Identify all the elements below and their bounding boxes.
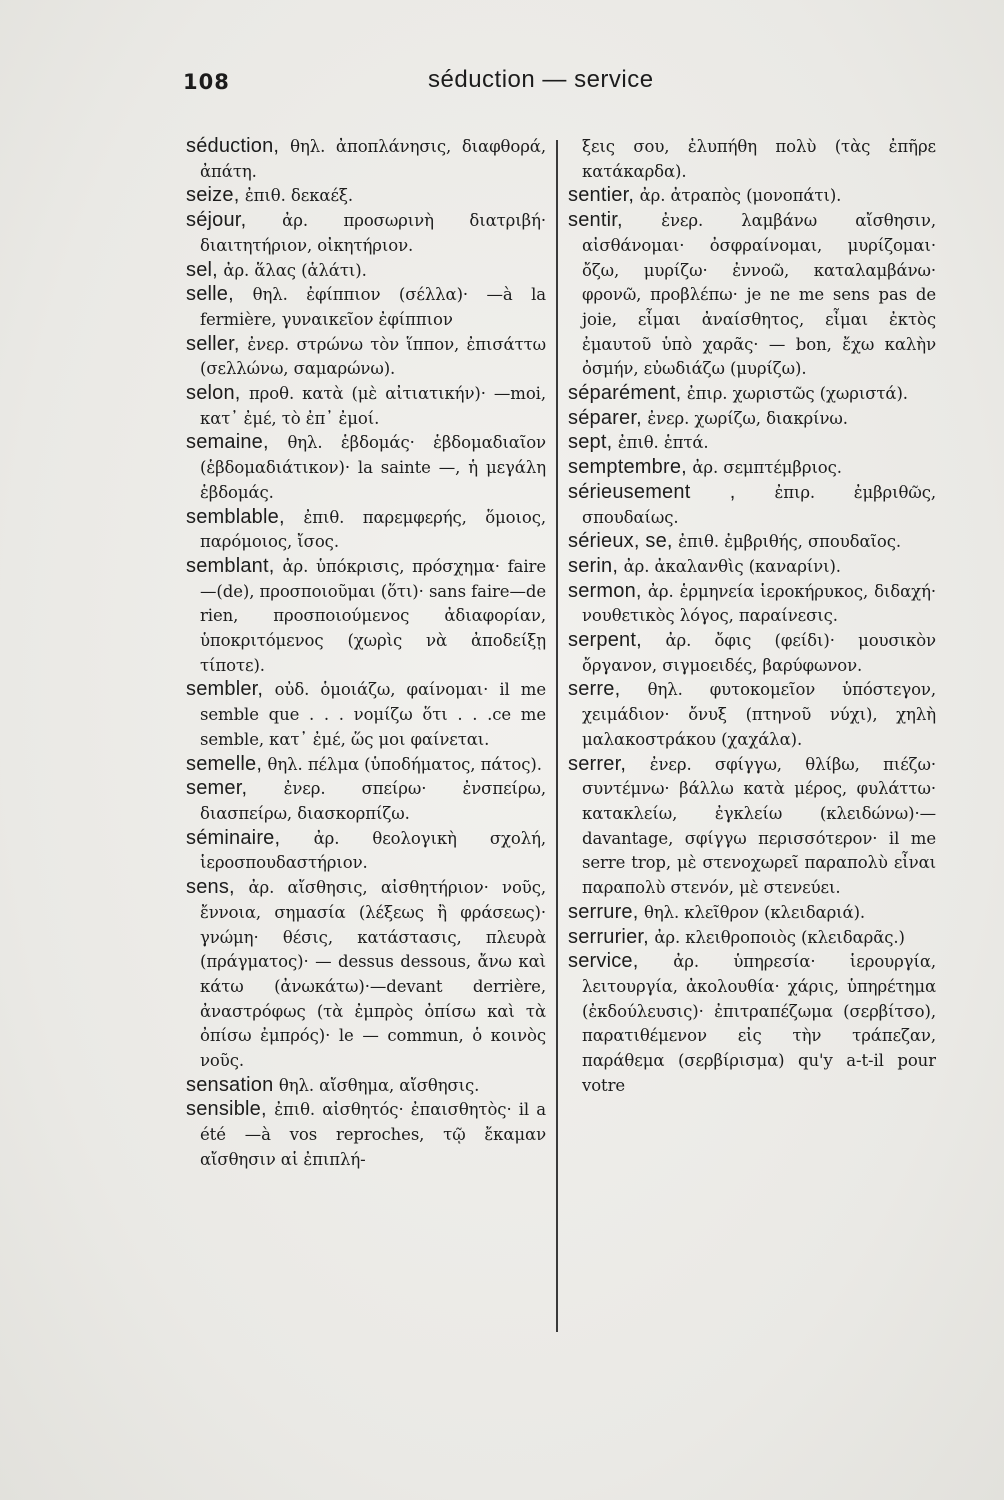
entry-headword: sérieusement , — [568, 480, 736, 503]
entry-definition: θηλ. πέλμα (ὑποδήματος, πάτος). — [267, 754, 542, 774]
entry-headword: semblable, — [186, 505, 285, 528]
entry-headword: serin, — [568, 554, 619, 577]
entry-definition: ἀρ. αἴσθησις, αἰσθητήριον· νοῦς, ἔννοια, σημασία (λέξεως ἢ φράσεως)· γνώμη· θέσις, κατάστασις, πλευρὰ (πράγματος)· — dessus dessous, ἄνω καὶ κάτω (ἀνωκάτω)·—devant derrière, ἀναστρόφως (τὰ ἐμπρὸς ὀπίσω καὶ τὰ ὀπίσω ἐμπρός)· le — commun, ὁ κοινὸς νοῦς. — [200, 878, 546, 1071]
dictionary-entry — [186, 678, 546, 752]
dictionary-entry — [186, 259, 546, 284]
column-divider — [556, 140, 558, 1332]
entry-headword: seller, — [186, 332, 240, 355]
entry-headword: serpent, — [568, 629, 642, 652]
entry-definition: ἀρ. σεμπτέμβριος. — [692, 458, 842, 478]
dictionary-entry — [186, 431, 546, 505]
dictionary-entry — [568, 431, 936, 456]
entry-headword: semptembre, — [568, 456, 687, 479]
right-column — [568, 135, 936, 1335]
dictionary-entry — [186, 209, 546, 258]
entry-headword: séparer, — [568, 406, 642, 429]
entry-headword: sembler, — [186, 678, 264, 701]
dictionary-entry — [568, 901, 936, 926]
entry-headword: semblant, — [186, 554, 275, 577]
dictionary-entry — [568, 950, 936, 1098]
dictionary-entry — [186, 876, 546, 1074]
entry-definition: ἀρ. κλειθροποιὸς (κλειδαρᾶς.) — [654, 927, 905, 947]
entry-definition: θηλ. ἐφίππιον (σέλλα)· —à la fermière, γυναικεῖον ἐφίππιον — [200, 285, 546, 329]
entry-definition: ἀρ. ὑπηρεσία· ἱερουργία, λειτουργία, ἀκολουθία· χάρις, ὑπηρέτημα (ἐκδούλευσις)· ἐπιτραπέζωμα (σερβίτσο), παρατιθέμενον εἰς τὴν τράπεζαν, παράθεμα (σερβίρισμα) qu'y a-t-il pour votre — [582, 952, 936, 1095]
entry-headword: selle, — [186, 283, 234, 306]
entry-headword: séminaire, — [186, 826, 281, 849]
entry-headword: semaine, — [186, 431, 269, 454]
entry-definition: ἀρ. ἀτραπὸς (μονοπάτι). — [639, 186, 842, 206]
entry-definition: ξεις σου, ἐλυπήθη πολὺ (τὰς ἐπῆρε κατάκαρδα). — [582, 137, 936, 181]
entry-definition: θηλ. κλεῖθρον (κλειδαριά). — [643, 902, 866, 922]
entry-definition: ἐνερ. χωρίζω, διακρίνω. — [647, 408, 848, 428]
entry-definition: ἐνερ. στρώνω τὸν ἵππον, ἐπισάττω (σελλώνω, σαμαρώνω). — [200, 334, 546, 379]
entry-definition: ἐπιθ. ἐμβριθής, σπουδαῖος. — [678, 532, 902, 552]
dictionary-entry — [186, 333, 546, 382]
entry-definition: ἀρ. θεολογικὴ σχολή, ἱεροσπουδαστήριον. — [200, 828, 546, 873]
entry-definition: ἐνερ. λαμβάνω αἴσθησιν, αἰσθάνομαι· ὀσφραίνομαι, μυρίζομαι· ὄζω, μυρίζω· ἐννοῶ, καταλαμβάνω· φρονῶ, προβλέπω· je ne me sens pas de joie, εἶμαι ἀναίσθητος, εἶμαι ἐκτὸς ἐμαυτοῦ ὑπὸ χαρᾶς· — bon, ἔχω καλὴν ὀσμήν, εὐωδιάζω (μυρίζω). — [582, 211, 936, 379]
dictionary-entry — [568, 555, 936, 580]
dictionary-entry — [568, 184, 936, 209]
entry-definition: ἐπιθ. αἰσθητός· ἐπαισθητὸς· il a été —à vos reproches, τῷ ἔκαμαν αἴσθησιν αἱ ἐπιπλή- — [200, 1100, 546, 1169]
entry-headword: sel, — [186, 258, 218, 281]
entry-headword: sensible, — [186, 1098, 267, 1121]
left-column — [186, 135, 546, 1335]
dictionary-entry — [568, 629, 936, 678]
entry-headword: serre, — [568, 678, 621, 701]
entry-headword: serrer, — [568, 752, 627, 775]
dictionary-entry — [186, 184, 546, 209]
entry-definition: θηλ. αἴσθημα, αἴσθησις. — [278, 1075, 480, 1095]
dictionary-entry — [568, 580, 936, 629]
dictionary-entry — [568, 135, 936, 184]
entry-definition: ἀρ. ὑπόκρισις, πρόσχημα· faire —(de), προσποιοῦμαι (ὅτι)· sans faire—de rien, προσποιούμενος ἀδιαφορίαν, ὑποκριτόμενος (χωρὶς νὰ ἀποδείξῃ τίποτε). — [200, 556, 546, 675]
entry-definition: ἀρ. ἅλας (ἁλάτι). — [223, 260, 367, 280]
dictionary-entry — [186, 382, 546, 431]
dictionary-entry — [568, 481, 936, 530]
entry-headword: sensation — [186, 1073, 274, 1096]
entry-definition: ἐπιρ. ἐμβριθῶς, σπουδαίως. — [582, 482, 936, 527]
dictionary-entry — [186, 135, 546, 184]
dictionary-entry — [568, 407, 936, 432]
entry-headword: serrurier, — [568, 925, 649, 948]
entry-headword: séparément, — [568, 382, 682, 405]
entry-definition: ἀρ. προσωρινὴ διατριβή· διαιτητήριον, οἰκητήριον. — [200, 211, 546, 255]
dictionary-entry — [568, 456, 936, 481]
entry-definition: ἀρ. ὄφις (φείδι)· μουσικὸν ὄργανον, σιγμοειδές, βαρύφωνον. — [582, 631, 936, 675]
entry-headword: semer, — [186, 777, 248, 800]
running-head: séduction — service — [428, 66, 654, 93]
dictionary-entry — [568, 753, 936, 901]
dictionary-entry — [568, 209, 936, 382]
dictionary-entry — [186, 1098, 546, 1172]
page-number: 108 — [183, 70, 230, 94]
dictionary-entry — [186, 753, 546, 778]
entry-headword: séduction, — [186, 135, 280, 157]
dictionary-entry — [568, 382, 936, 407]
entry-headword: serrure, — [568, 900, 639, 923]
entry-headword: sens, — [186, 876, 235, 899]
entry-definition: ἐπιρ. χωριστῶς (χωριστά). — [686, 384, 908, 404]
entry-definition: ἐπιθ. παρεμφερής, ὅμοιος, παρόμοιος, ἴσος. — [200, 507, 546, 552]
entry-headword: semelle, — [186, 752, 263, 775]
entry-headword: selon, — [186, 382, 241, 405]
dictionary-entry — [568, 926, 936, 951]
entry-definition: θηλ. φυτοκομεῖον ὑπόστεγον, χειμάδιον· ὄνυξ (πτηνοῦ νύχι), χηλὴ μαλακοστράκου (χαχάλα). — [582, 680, 936, 749]
page-header — [183, 66, 923, 106]
entry-headword: seize, — [186, 184, 240, 207]
dictionary-entry — [186, 555, 546, 679]
entry-definition: θηλ. ἀποπλάνησις, διαφθορά, ἀπάτη. — [200, 137, 546, 181]
entry-headword: sentir, — [568, 209, 623, 232]
dictionary-entry — [568, 678, 936, 752]
entry-definition: προθ. κατὰ (μὲ αἰτιατικήν)· —moi, κατ᾽ ἐμέ, τὸ ἐπ᾽ ἐμοί. — [200, 384, 546, 428]
entry-definition: ἀρ. ἀκαλανθὶς (καναρίνι). — [623, 556, 841, 576]
entry-definition: ἐπιθ. ἑπτά. — [617, 433, 709, 453]
entry-headword: sept, — [568, 431, 613, 454]
dictionary-entry — [186, 506, 546, 555]
entry-definition: θηλ. ἑβδομάς· ἑβδομαδιαῖον (ἑβδομαδιάτικον)· la sainte —, ἡ μεγάλη ἑβδομάς. — [200, 433, 546, 502]
entry-definition: ἀρ. ἑρμηνεία ἱεροκήρυκος, διδαχή· νουθετικὸς λόγος, παραίνεσις. — [582, 581, 936, 626]
dictionary-entry — [186, 777, 546, 826]
dictionary-entry — [568, 530, 936, 555]
entry-definition: ἐνερ. σφίγγω, θλίβω, πιέζω· συντέμνω· βάλλω κατὰ μέρος, φυλάττω· κατακλείω, ἐγκλείω (κλειδώνω)·—davantage, σφίγγω περισσότερον· il me serre trop, μὲ στενοχωρεῖ παραπολὺ εἶναι παραπολὺ στενόν, μὲ στενεύει. — [582, 754, 936, 898]
entry-definition: οὐδ. ὁμοιάζω, φαίνομαι· il me semble que . . . νομίζω ὅτι . . .ce me semble, κατ᾽ ἐμέ, ὥς μοι φαίνεται. — [200, 680, 546, 749]
entry-headword: sentier, — [568, 184, 635, 207]
entry-headword: sérieux, se, — [568, 530, 673, 553]
dictionary-entry — [186, 827, 546, 876]
entry-definition: ἐνερ. σπείρω· ἐνσπείρω, διασπείρω, διασκορπίζω. — [200, 779, 546, 823]
entry-headword: sermon, — [568, 579, 642, 602]
entry-definition: ἐπιθ. δεκαέξ. — [244, 186, 354, 206]
dictionary-entry — [186, 283, 546, 332]
entry-headword: séjour, — [186, 209, 247, 232]
dictionary-entry — [186, 1074, 546, 1099]
entry-headword: service, — [568, 950, 639, 973]
